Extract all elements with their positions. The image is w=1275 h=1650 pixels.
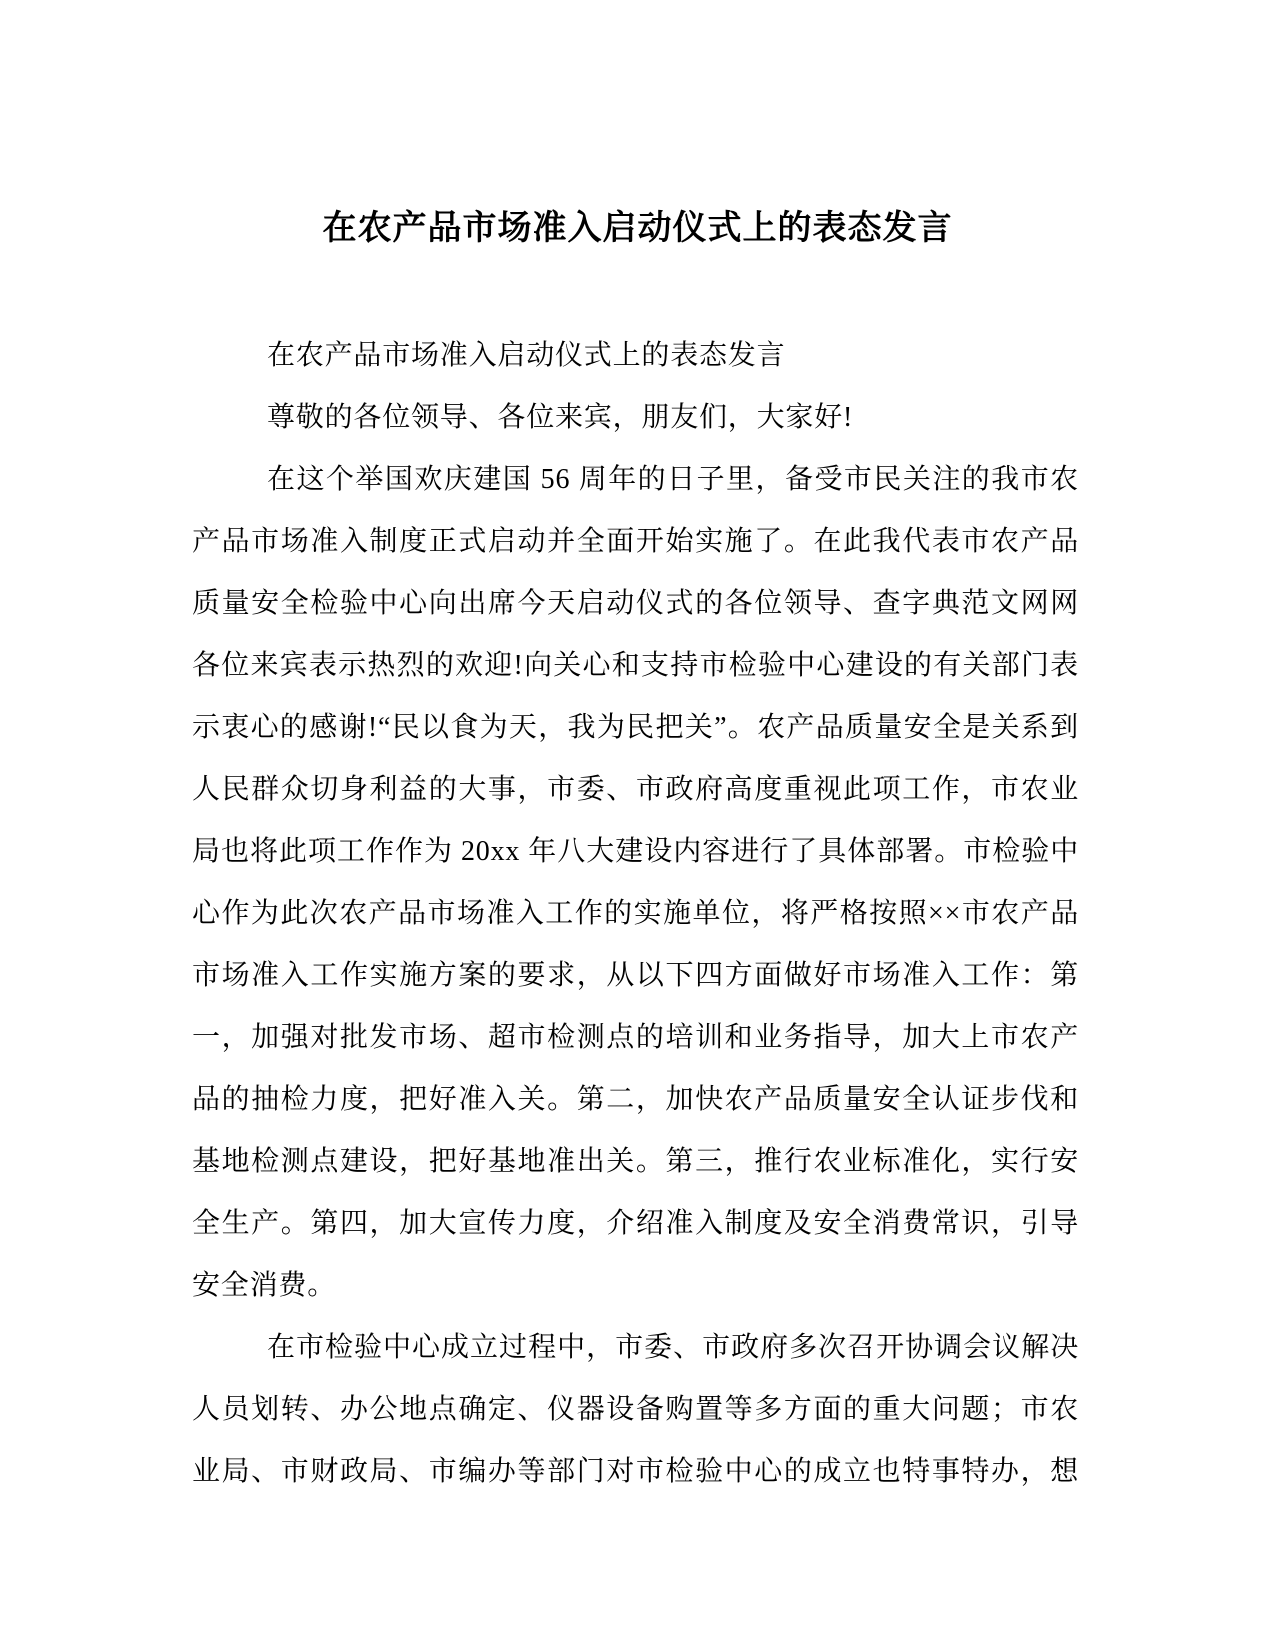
body-line-9: 局也将此项工作作为 20xx 年八大建设内容进行了具体部署。市检验中 [192, 836, 1079, 867]
body-line-15: 全生产。第四，加大宣传力度，介绍准入制度及安全消费常识，引导 [192, 1208, 1079, 1239]
body-line-19: 业局、市财政局、市编办等部门对市检验中心的成立也特事特办，想 [192, 1456, 1079, 1487]
body-line-8: 人民群众切身利益的大事，市委、市政府高度重视此项工作，市农业 [192, 774, 1079, 805]
body-line-12: 一，加强对批发市场、超市检测点的培训和业务指导，加大上市农产 [192, 1022, 1079, 1053]
body-line-11: 市场准入工作实施方案的要求，从以下四方面做好市场准入工作：第 [192, 960, 1079, 991]
document-title: 在农产品市场准入启动仪式上的表态发言 [322, 209, 953, 247]
body-line-5: 质量安全检验中心向出席今天启动仪式的各位领导、查字典范文网网 [192, 588, 1079, 619]
body-line-1: 在农产品市场准入启动仪式上的表态发言 [267, 340, 786, 371]
body-line-18: 人员划转、办公地点确定、仪器设备购置等多方面的重大问题；市农 [192, 1394, 1079, 1425]
body-line-3: 在这个举国欢庆建国 56 周年的日子里，备受市民关注的我市农 [267, 464, 1079, 495]
document-body [192, 325, 1079, 1503]
body-line-14: 基地检测点建设，把好基地准出关。第三，推行农业标准化，实行安 [192, 1146, 1079, 1177]
body-line-13: 品的抽检力度，把好准入关。第二，加快农产品质量安全认证步伐和 [192, 1084, 1079, 1115]
body-line-6: 各位来宾表示热烈的欢迎!向关心和支持市检验中心建设的有关部门表 [192, 650, 1079, 681]
body-line-2: 尊敬的各位领导、各位来宾，朋友们，大家好! [267, 402, 854, 433]
body-line-17: 在市检验中心成立过程中，市委、市政府多次召开协调会议解决 [267, 1332, 1079, 1363]
body-line-16: 安全消费。 [192, 1270, 337, 1301]
body-line-4: 产品市场准入制度正式启动并全面开始实施了。在此我代表市农产品 [192, 526, 1079, 557]
body-line-7: 示衷心的感谢!“民以食为天，我为民把关”。农产品质量安全是关系到 [192, 712, 1079, 743]
body-line-10: 心作为此次农产品市场准入工作的实施单位，将严格按照××市农产品 [192, 898, 1079, 929]
